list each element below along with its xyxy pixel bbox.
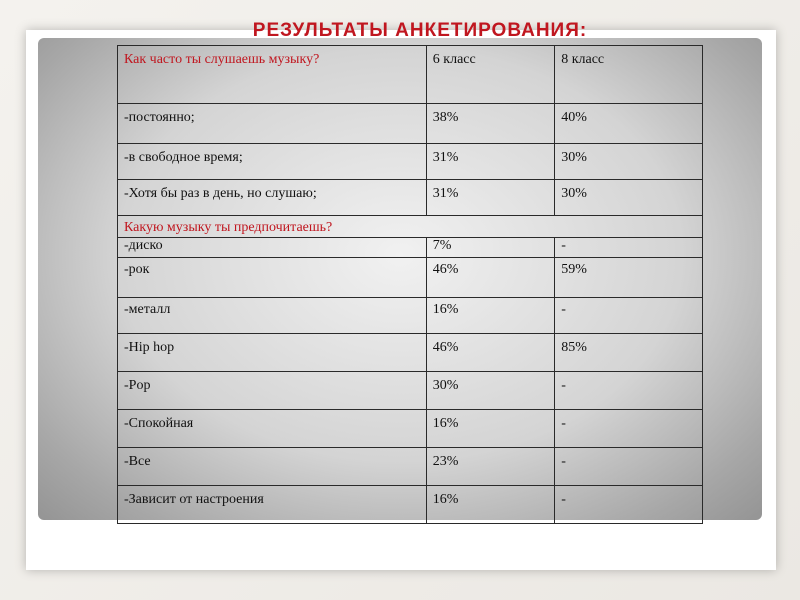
table-row: [118, 144, 703, 180]
answer-label: -Pop: [118, 372, 427, 410]
table-row: [118, 238, 703, 258]
grade-6-value: 46%: [426, 258, 554, 298]
table-row: [118, 486, 703, 524]
answer-label: -Все: [118, 448, 427, 486]
grade-8-value: -: [555, 410, 703, 448]
grade-6-value: 31%: [426, 180, 554, 216]
grade-8-value: -: [555, 486, 703, 524]
grade-6-value: 23%: [426, 448, 554, 486]
answer-label: -металл: [118, 298, 427, 334]
grade-6-value: 30%: [426, 372, 554, 410]
table-row: [118, 180, 703, 216]
slide-title: РЕЗУЛЬТАТЫ АНКЕТИРОВАНИЯ:: [252, 20, 588, 41]
grade-6-value: 38%: [426, 104, 554, 144]
table-row: [118, 372, 703, 410]
question-1-header: Как часто ты слушаешь музыку?: [118, 46, 427, 104]
header-row: [118, 46, 703, 104]
question-2-header: Какую музыку ты предпочитаешь?: [118, 216, 703, 238]
question-2-row: [118, 216, 703, 238]
grade-8-value: -: [555, 298, 703, 334]
grade-8-value: 30%: [555, 180, 703, 216]
table-row: [118, 104, 703, 144]
answer-label: -Спокойная: [118, 410, 427, 448]
grade-8-value: 85%: [555, 334, 703, 372]
answer-label: -постоянно;: [118, 104, 427, 144]
survey-table: [117, 45, 703, 524]
answer-label: -в свободное время;: [118, 144, 427, 180]
table-row: [118, 448, 703, 486]
table-row: [118, 298, 703, 334]
grade-6-header: 6 класс: [426, 46, 554, 104]
grade-6-value: 31%: [426, 144, 554, 180]
grade-8-value: 59%: [555, 258, 703, 298]
answer-label: -Хотя бы раз в день, но слушаю;: [118, 180, 427, 216]
grade-8-value: -: [555, 238, 703, 258]
answer-label: -диско: [118, 238, 427, 258]
grade-6-value: 46%: [426, 334, 554, 372]
grade-6-value: 16%: [426, 410, 554, 448]
grade-8-header: 8 класс: [555, 46, 703, 104]
table-row: [118, 258, 703, 298]
answer-label: -Зависит от настроения: [118, 486, 427, 524]
grade-6-value: 16%: [426, 486, 554, 524]
grade-6-value: 16%: [426, 298, 554, 334]
table-row: [118, 334, 703, 372]
grade-8-value: -: [555, 372, 703, 410]
grade-8-value: -: [555, 448, 703, 486]
table-row: [118, 410, 703, 448]
answer-label: -Hip hop: [118, 334, 427, 372]
grade-8-value: 30%: [555, 144, 703, 180]
grade-6-value: 7%: [426, 238, 554, 258]
answer-label: -рок: [118, 258, 427, 298]
grade-8-value: 40%: [555, 104, 703, 144]
